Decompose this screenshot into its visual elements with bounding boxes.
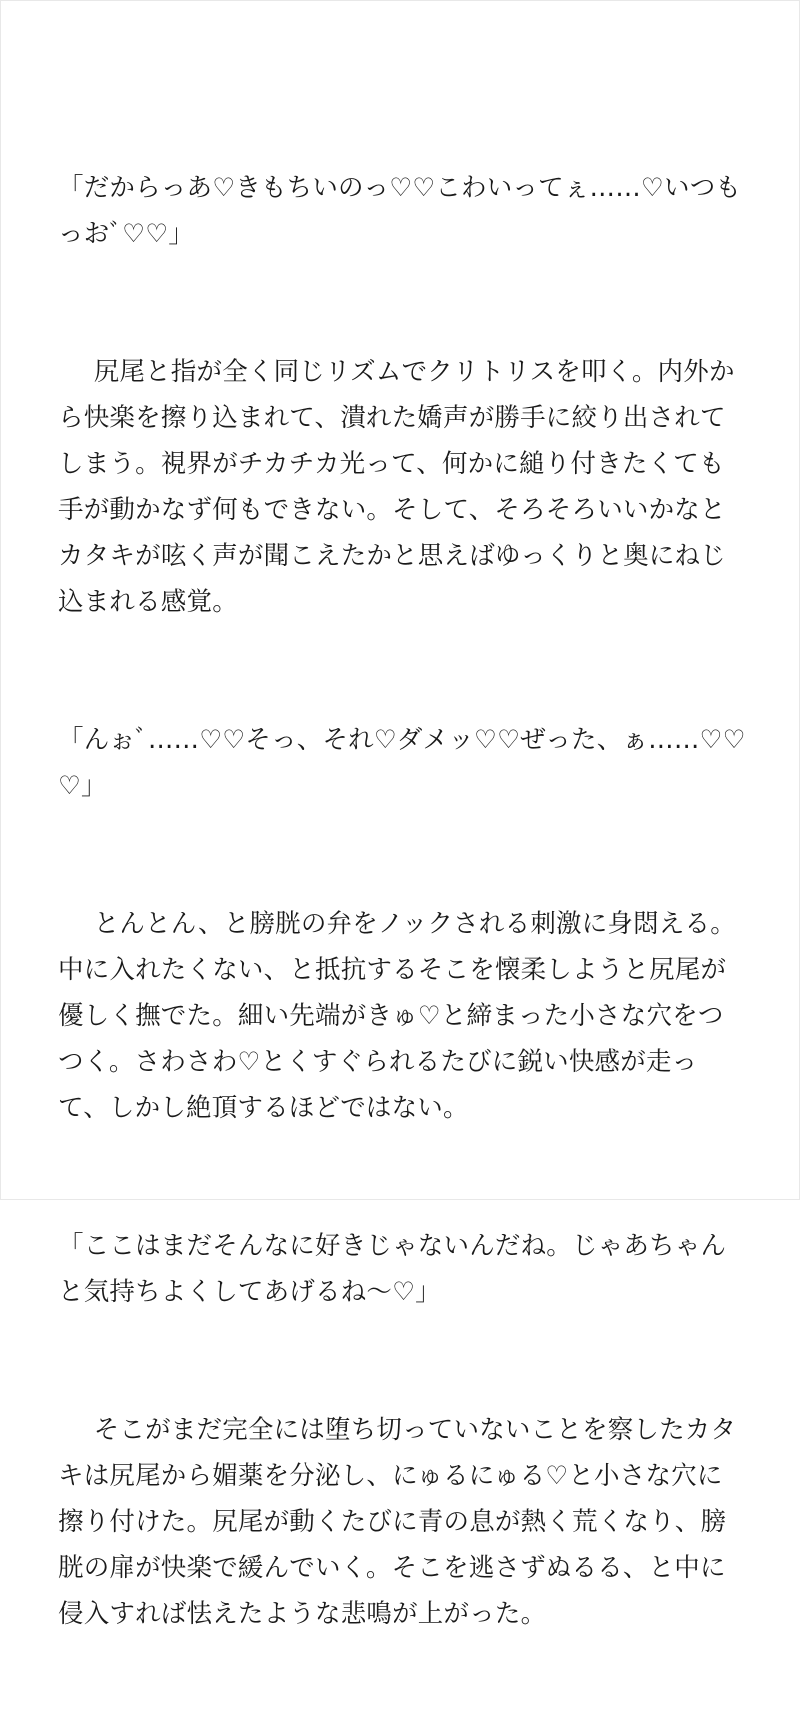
document-text-body [58, 73, 748, 1729]
paragraph: 「だからっあ♡きもちいのっ♡♡こわいってぇ……♡いつもっおﾞ♡♡」 [58, 173, 742, 249]
paragraph: とんとん、と膀胱の弁をノックされる刺激に身悶える。中に入れたくない、と抵抗するそこを懐柔しようと尻尾が優しく撫でた。細い先端がきゅ♡と締まった小さな穴をつつく。さわさわ♡とくすぐられるたびに鋭い快感が走って、しかし絶頂するほどではない。 [58, 909, 736, 1123]
paragraph: 「ここはまだそんなに好きじゃないんだね。じゃあちゃんと気持ちよくしてあげるね〜♡」 [58, 1231, 727, 1307]
paragraph: 「んぉﾞ……♡♡そっ、それ♡ダメッ♡♡ぜった、ぁ……♡♡♡」 [58, 725, 746, 801]
paragraph: そこがまだ完全には堕ち切っていないことを察したカタキは尻尾から媚薬を分泌し、にゅるにゅる♡と小さな穴に擦り付けた。尻尾が動くたびに青の息が熱く荒くなり、膀胱の扉が快楽で緩んでいく。そこを逃さずぬるる、と中に侵入すれば怯えたような悲鳴が上がった。 [58, 1415, 737, 1629]
paragraph: 尻尾と指が全く同じリズムでクリトリスを叩く。内外から快楽を擦り込まれて、潰れた嬌声が勝手に絞り出されてしまう。視界がチカチカ光って、何かに縋り付きたくても手が動かなず何もできない。そして、そろそろいいかなとカタキが呟く声が聞こえたかと思えばゆっくりと奥にねじ込まれる感覚。 [58, 357, 735, 617]
